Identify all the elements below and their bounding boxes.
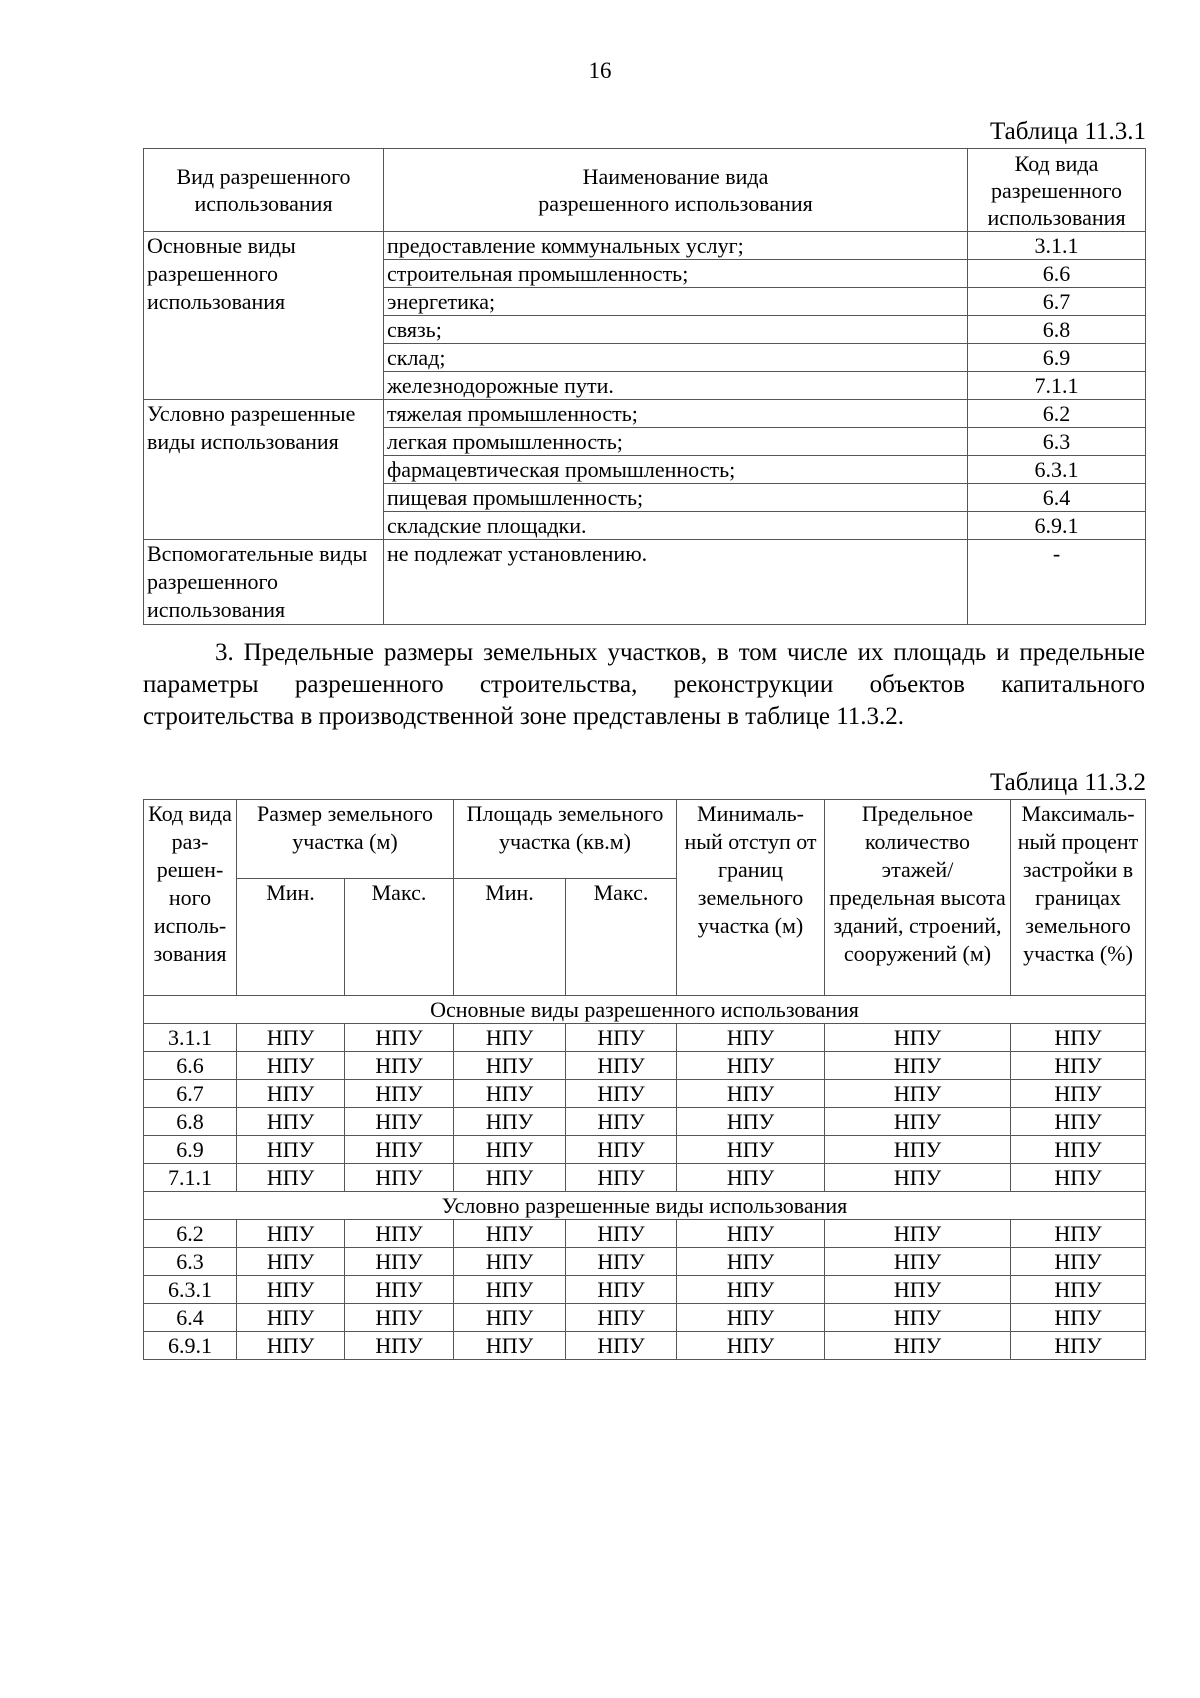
table2-value-cell: НПУ <box>825 1248 1011 1276</box>
table1-group-label: Основные виды разрешенного использования <box>144 232 384 400</box>
table1-use-name: энергетика; <box>384 288 968 316</box>
table2-code-cell: 6.4 <box>144 1304 237 1332</box>
table2-value-cell: НПУ <box>237 1332 345 1360</box>
table2-row <box>144 1108 1146 1136</box>
table1-use-name: строительная промышленность; <box>384 260 968 288</box>
table2-value-cell: НПУ <box>825 1108 1011 1136</box>
table2-value-cell: НПУ <box>566 1332 677 1360</box>
table2-value-cell: НПУ <box>1011 1276 1146 1304</box>
table2-value-cell: НПУ <box>454 1024 566 1052</box>
table1-caption: Таблица 11.3.1 <box>990 118 1146 145</box>
table1-use-name: фармацевтическая промышленность; <box>384 456 968 484</box>
table2-value-cell: НПУ <box>566 1276 677 1304</box>
table1-group-label: Вспомогательные виды разрешенного использования <box>144 540 384 625</box>
table2-code-cell: 6.2 <box>144 1220 237 1248</box>
table2-value-cell: НПУ <box>825 1164 1011 1192</box>
table2-value-cell: НПУ <box>454 1164 566 1192</box>
table2-value-cell: НПУ <box>566 1220 677 1248</box>
table2-value-cell: НПУ <box>825 1276 1011 1304</box>
table2-value-cell: НПУ <box>825 1052 1011 1080</box>
table1-use-code: 6.8 <box>968 316 1146 344</box>
table2-code-cell: 6.9 <box>144 1136 237 1164</box>
table1-use-code: 6.9.1 <box>968 512 1146 540</box>
table1-use-name: предоставление коммунальных услуг; <box>384 232 968 260</box>
table2-value-cell: НПУ <box>345 1276 454 1304</box>
table2-code-cell: 6.9.1 <box>144 1332 237 1360</box>
table2-value-cell: НПУ <box>237 1304 345 1332</box>
table2-value-cell: НПУ <box>345 1332 454 1360</box>
table2-value-cell: НПУ <box>345 1164 454 1192</box>
table2-value-cell: НПУ <box>1011 1164 1146 1192</box>
table1-use-code: 6.3.1 <box>968 456 1146 484</box>
table2-value-cell: НПУ <box>677 1164 825 1192</box>
table2-row <box>144 1164 1146 1192</box>
table2-header-setback: Минималь-ный отступ от границ земельного участка (м) <box>677 800 825 996</box>
table2-caption: Таблица 11.3.2 <box>990 769 1146 796</box>
table2-value-cell: НПУ <box>454 1220 566 1248</box>
table2-value-cell: НПУ <box>345 1136 454 1164</box>
table2-value-cell: НПУ <box>825 1304 1011 1332</box>
table1-use-code: 3.1.1 <box>968 232 1146 260</box>
table2-row <box>144 1304 1146 1332</box>
table2-row <box>144 1080 1146 1108</box>
table2-header-plot-size: Размер земельного участка (м) <box>237 800 454 879</box>
table2-value-cell: НПУ <box>237 1164 345 1192</box>
table2-header-size-max: Макс. <box>345 879 454 996</box>
table2-header-plot-area: Площадь земельного участка (кв.м) <box>454 800 677 879</box>
table1-use-name: легкая промышленность; <box>384 428 968 456</box>
table2-value-cell: НПУ <box>345 1248 454 1276</box>
table1-row <box>144 400 1146 428</box>
table2-value-cell: НПУ <box>677 1024 825 1052</box>
table2-value-cell: НПУ <box>677 1220 825 1248</box>
table2-value-cell: НПУ <box>566 1052 677 1080</box>
table1-use-name: складские площадки. <box>384 512 968 540</box>
table1-use-name: пищевая промышленность; <box>384 484 968 512</box>
table2-value-cell: НПУ <box>345 1080 454 1108</box>
table2-value-cell: НПУ <box>566 1304 677 1332</box>
table2-value-cell: НПУ <box>566 1024 677 1052</box>
table2-value-cell: НПУ <box>677 1332 825 1360</box>
table2-row <box>144 1052 1146 1080</box>
table2-value-cell: НПУ <box>454 1304 566 1332</box>
table1-use-code: 6.9 <box>968 344 1146 372</box>
table1-use-code: 6.6 <box>968 260 1146 288</box>
table1-use-code: - <box>968 540 1146 625</box>
table2-value-cell: НПУ <box>566 1164 677 1192</box>
table1-use-name: склад; <box>384 344 968 372</box>
table2-code-cell: 3.1.1 <box>144 1024 237 1052</box>
table2-row <box>144 1332 1146 1360</box>
table1-header-code <box>968 149 1146 232</box>
table2-value-cell: НПУ <box>825 1220 1011 1248</box>
table2-section-row <box>144 996 1146 1024</box>
table2-header-area-max: Макс. <box>566 879 677 996</box>
table2-value-cell: НПУ <box>566 1136 677 1164</box>
table1-group-label: Условно разрешенные виды использования <box>144 400 384 540</box>
table2-value-cell: НПУ <box>237 1024 345 1052</box>
table-11-3-2 <box>143 799 1146 1360</box>
table2-value-cell: НПУ <box>677 1136 825 1164</box>
table2-value-cell: НПУ <box>454 1052 566 1080</box>
table2-header-coverage: Максималь-ный процент застройки в границах земельного участка (%) <box>1011 800 1146 996</box>
table2-value-cell: НПУ <box>677 1080 825 1108</box>
table2-section-title: Основные виды разрешенного использования <box>144 996 1146 1024</box>
table2-value-cell: НПУ <box>825 1080 1011 1108</box>
table2-value-cell: НПУ <box>677 1304 825 1332</box>
table2-code-cell: 6.8 <box>144 1108 237 1136</box>
table1-use-name: тяжелая промышленность; <box>384 400 968 428</box>
table2-value-cell: НПУ <box>1011 1136 1146 1164</box>
table2-value-cell: НПУ <box>345 1304 454 1332</box>
table2-value-cell: НПУ <box>454 1080 566 1108</box>
table1-use-code: 6.2 <box>968 400 1146 428</box>
table1-use-code: 6.3 <box>968 428 1146 456</box>
table2-value-cell: НПУ <box>825 1136 1011 1164</box>
table1-use-code: 6.4 <box>968 484 1146 512</box>
table2-value-cell: НПУ <box>1011 1332 1146 1360</box>
table1-use-name: не подлежат установлению. <box>384 540 968 625</box>
table2-value-cell: НПУ <box>1011 1052 1146 1080</box>
table2-row <box>144 1248 1146 1276</box>
table2-value-cell: НПУ <box>1011 1080 1146 1108</box>
table2-value-cell: НПУ <box>825 1024 1011 1052</box>
table2-section-row <box>144 1192 1146 1220</box>
table1-header-row <box>144 149 1146 232</box>
table2-row <box>144 1136 1146 1164</box>
table2-value-cell: НПУ <box>237 1052 345 1080</box>
table1-header-name <box>384 149 968 232</box>
table2-value-cell: НПУ <box>345 1220 454 1248</box>
table2-value-cell: НПУ <box>677 1108 825 1136</box>
table2-code-cell: 6.7 <box>144 1080 237 1108</box>
table2-value-cell: НПУ <box>566 1080 677 1108</box>
table2-value-cell: НПУ <box>237 1080 345 1108</box>
table2-row <box>144 1220 1146 1248</box>
table2-header-row-1 <box>144 800 1146 879</box>
table1-header-code-line2: разрешенного <box>991 177 1122 203</box>
table2-value-cell: НПУ <box>1011 1220 1146 1248</box>
table1-header-code-line3: использования <box>987 204 1126 230</box>
table2-value-cell: НПУ <box>454 1248 566 1276</box>
table2-value-cell: НПУ <box>237 1220 345 1248</box>
table2-value-cell: НПУ <box>825 1332 1011 1360</box>
table-11-3-1 <box>143 148 1146 625</box>
table2-value-cell: НПУ <box>345 1052 454 1080</box>
table1-use-name: связь; <box>384 316 968 344</box>
table2-value-cell: НПУ <box>237 1108 345 1136</box>
table2-value-cell: НПУ <box>677 1276 825 1304</box>
table1-row <box>144 540 1146 625</box>
table2-header-code: Код вида раз-решен-ного исполь-зования <box>144 800 237 996</box>
table2-value-cell: НПУ <box>1011 1108 1146 1136</box>
table2-section-title: Условно разрешенные виды использования <box>144 1192 1146 1220</box>
table2-value-cell: НПУ <box>237 1276 345 1304</box>
table2-value-cell: НПУ <box>345 1108 454 1136</box>
table2-value-cell: НПУ <box>1011 1304 1146 1332</box>
table2-value-cell: НПУ <box>454 1276 566 1304</box>
table2-value-cell: НПУ <box>677 1248 825 1276</box>
table1-header-kind: Вид разрешенного использования <box>144 149 384 232</box>
table2-value-cell: НПУ <box>677 1052 825 1080</box>
table2-code-cell: 6.3.1 <box>144 1276 237 1304</box>
table2-value-cell: НПУ <box>345 1024 454 1052</box>
table1-header-name-line1: Наименование вида <box>582 164 769 189</box>
table2-header-floors: Предельное количество этажей/ предельная высота зданий, строений, сооружений (м) <box>825 800 1011 996</box>
table2-row <box>144 1024 1146 1052</box>
page-number: 16 <box>588 58 612 83</box>
table2-code-cell: 7.1.1 <box>144 1164 237 1192</box>
table2-code-cell: 6.3 <box>144 1248 237 1276</box>
table2-row <box>144 1276 1146 1304</box>
table1-use-name: железнодорожные пути. <box>384 372 968 400</box>
table2-value-cell: НПУ <box>237 1248 345 1276</box>
table2-value-cell: НПУ <box>1011 1024 1146 1052</box>
table2-value-cell: НПУ <box>237 1136 345 1164</box>
table1-header-name-line2: разрешенного использования <box>538 191 813 216</box>
table2-header-area-min: Мин. <box>454 879 566 996</box>
table1-use-code: 7.1.1 <box>968 372 1146 400</box>
table2-value-cell: НПУ <box>454 1108 566 1136</box>
table2-value-cell: НПУ <box>566 1108 677 1136</box>
table1-row <box>144 232 1146 260</box>
paragraph-3-text: 3. Предельные размеры земельных участков, в том числе их площадь и предельные параметры разрешенного строительства, реконструкции объектов капитального строительства в производственной зоне представлены в таблице 11.3.2. <box>143 639 1145 730</box>
table1-header-code-line1: Код вида <box>1014 150 1099 176</box>
table2-value-cell: НПУ <box>1011 1248 1146 1276</box>
table2-value-cell: НПУ <box>566 1248 677 1276</box>
table1-use-code: 6.7 <box>968 288 1146 316</box>
table2-header-size-min: Мин. <box>237 879 345 996</box>
paragraph-3 <box>143 637 1145 733</box>
table2-value-cell: НПУ <box>454 1332 566 1360</box>
table2-value-cell: НПУ <box>454 1136 566 1164</box>
table2-code-cell: 6.6 <box>144 1052 237 1080</box>
